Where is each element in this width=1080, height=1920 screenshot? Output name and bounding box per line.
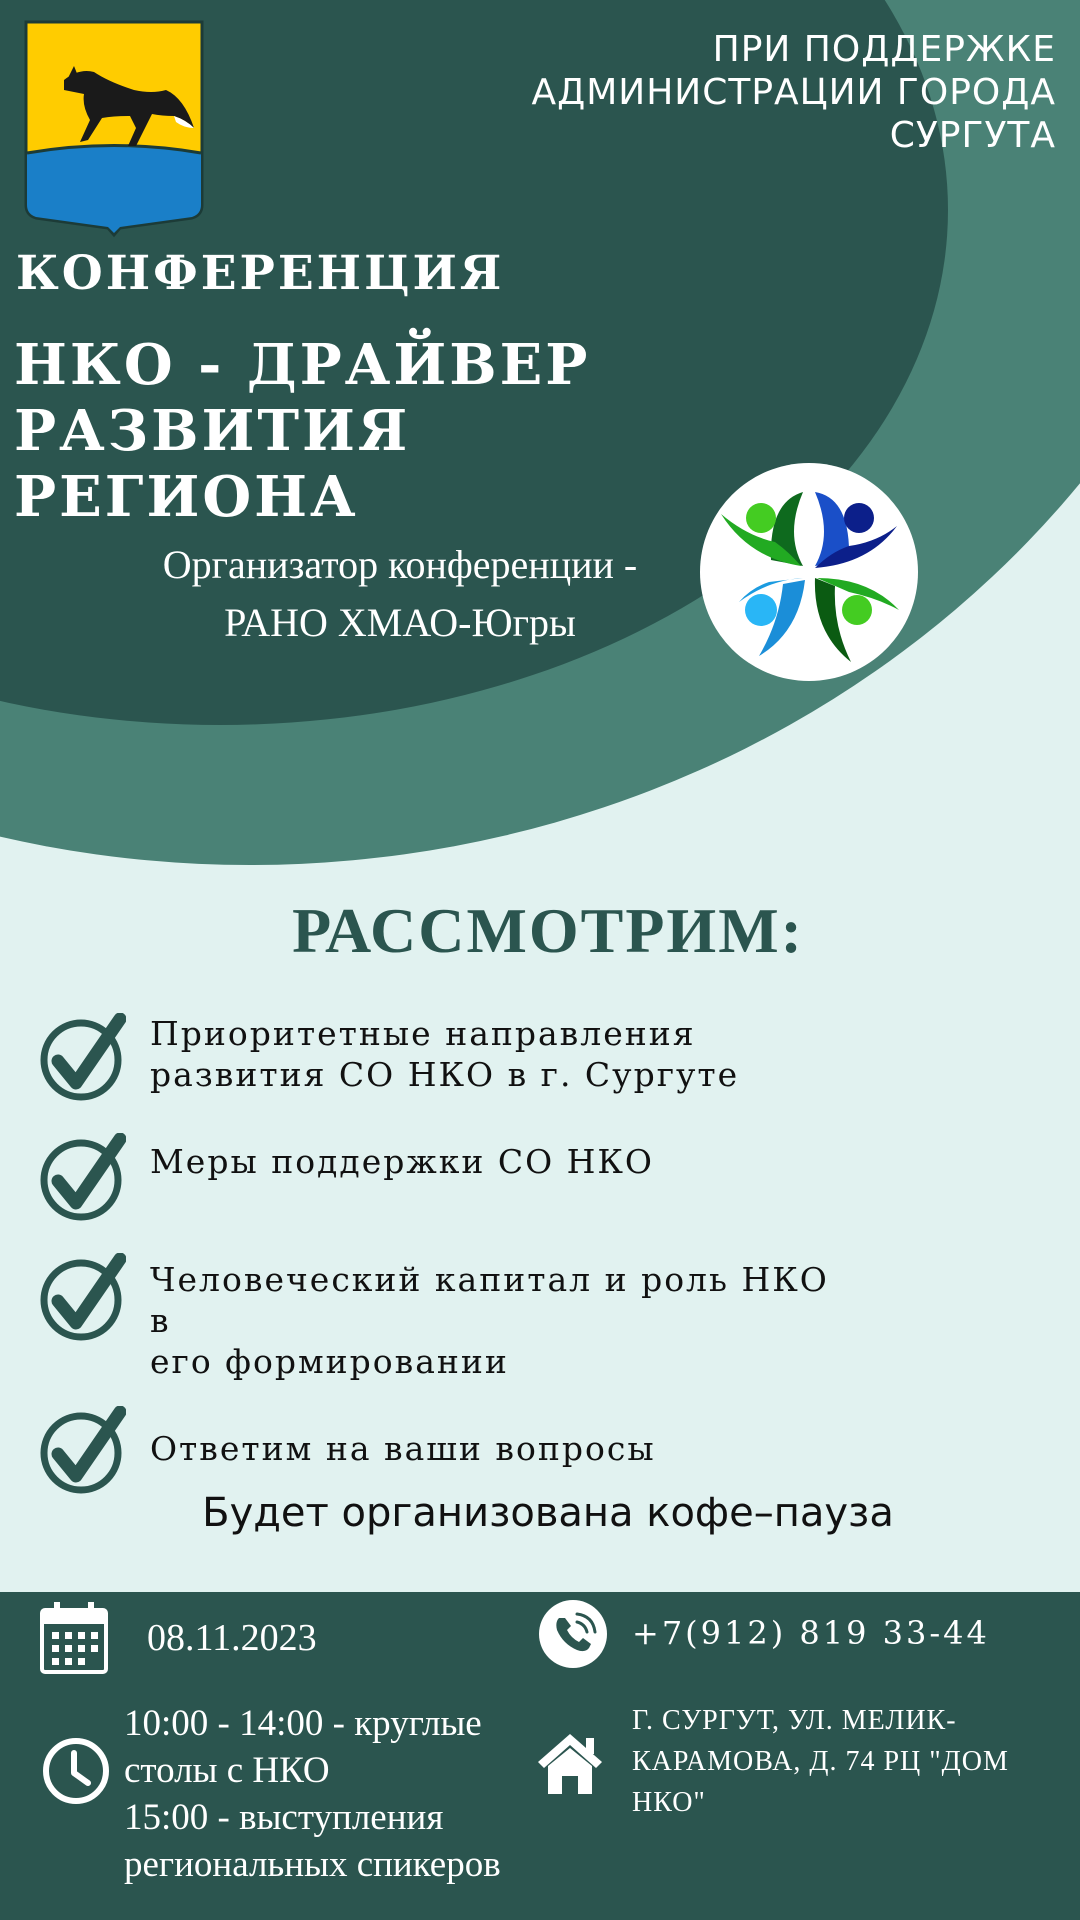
conference-label: КОНФЕРЕНЦИЯ (16, 246, 505, 301)
check-circle-icon (40, 1013, 126, 1103)
event-date: 08.11.2023 (147, 1617, 317, 1659)
coffee-break-text: Будет организована кофе–пауза (202, 1490, 894, 1536)
calendar-icon (38, 1600, 110, 1676)
agenda-item (40, 1406, 1040, 1496)
agenda-item-line: Меры поддержки СО НКО (150, 1142, 654, 1181)
schedule-line: 10:00 - 14:00 - круглые (124, 1703, 482, 1744)
schedule-line: региональных спикеров (124, 1844, 501, 1885)
contact-phone[interactable]: +7(912) 819 33-44 (632, 1614, 990, 1652)
schedule-line: столы с НКО (124, 1750, 330, 1791)
conference-title-line: РАЗВИТИЯ РЕГИОНА (14, 398, 411, 530)
agenda-item (40, 1133, 1040, 1223)
agenda-item-text (150, 1259, 850, 1382)
organizer-line: Организатор конференции - (162, 542, 638, 587)
agenda-item-text (150, 1141, 850, 1182)
conference-title-line: НКО - ДРАЙВЕР (14, 332, 591, 398)
org-logo-icon (699, 462, 919, 682)
agenda-title: РАССМОТРИМ: (292, 895, 804, 966)
check-circle-icon (40, 1406, 126, 1496)
agenda-item-line: Человеческий капитал и роль НКО в (150, 1260, 829, 1340)
agenda-item-line: Ответим на ваши вопросы (150, 1429, 656, 1468)
support-line: СУРГУТА (889, 115, 1056, 156)
event-address: Г. СУРГУТ, УЛ. МЕЛИК-КАРАМОВА, Д. 74 РЦ "ДОМ НКО" (632, 1705, 1009, 1818)
agenda-item-line: Приоритетные направления (150, 1014, 696, 1053)
coat-of-arms-icon (24, 20, 204, 238)
support-line: ПРИ ПОДДЕРЖКЕ (712, 29, 1056, 70)
organizer-text (110, 536, 690, 652)
agenda-item (40, 1253, 1040, 1381)
check-circle-icon (40, 1133, 126, 1223)
agenda-item-line: развития СО НКО в г. Сургуте (150, 1055, 740, 1094)
house-icon (536, 1730, 604, 1796)
agenda-item-text (150, 1428, 850, 1469)
conference-title (14, 332, 774, 530)
event-schedule (124, 1700, 544, 1888)
organizer-line: РАНО ХМАО-Югры (224, 600, 576, 645)
agenda-item-text (150, 1013, 850, 1095)
schedule-line: 15:00 - выступления (124, 1797, 444, 1838)
agenda-item (40, 1013, 1040, 1103)
phone-icon (539, 1600, 607, 1668)
clock-icon (42, 1737, 110, 1805)
agenda-item-line: его формировании (150, 1342, 509, 1381)
support-line: АДМИНИСТРАЦИИ ГОРОДА (531, 72, 1056, 113)
support-text (436, 28, 1056, 157)
check-circle-icon (40, 1253, 126, 1343)
